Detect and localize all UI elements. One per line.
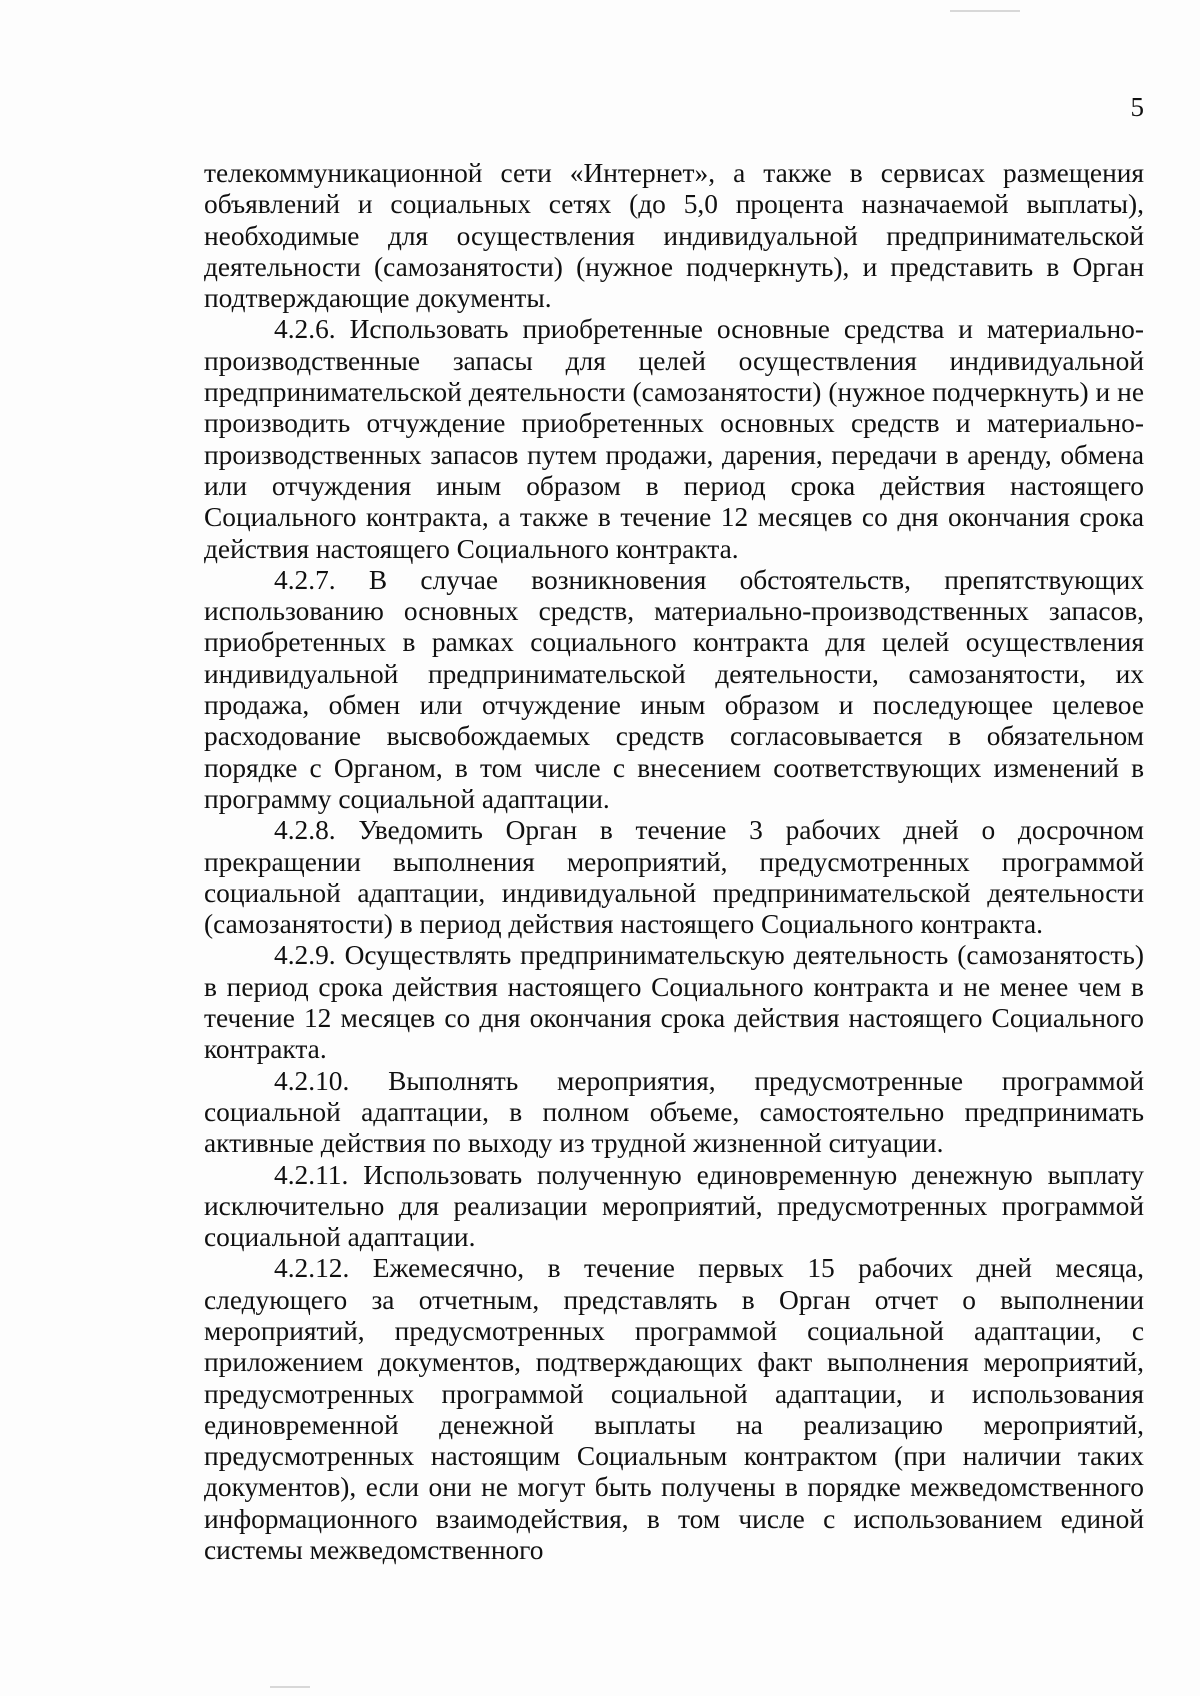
paragraph-4-2-6: 4.2.6. Использовать приобретенные основные средства и материально-производственные запасы для целей осуществления индивидуальной предпринимательской деятельности (самозанятости) (нужное подчеркнуть) и не производить отчуждение приобретенных основных средств и материально-производственных запасов путем продажи, дарения, передачи в аренду, обмена или отчуждения иным образом в период срока действия настоящего Социального контракта, а также в течение 12 месяцев со дня окончания срока действия настоящего Социального контракта. bbox=[204, 314, 1144, 564]
paragraph-4-2-12: 4.2.12. Ежемесячно, в течение первых 15 рабочих дней месяца, следующего за отчетным, представлять в Орган отчет о выполнении мероприятий, предусмотренных программой социальной адаптации, с приложением документов, подтверждающих факт выполнения мероприятий, предусмотренных программой социальной адаптации, и использования единовременной денежной выплаты на реализацию мероприятий, предусмотренных настоящим Социальным контрактом (при наличии таких документов), если они не могут быть получены в порядке межведомственного информационного взаимодействия, в том числе с использованием единой системы межведомственного bbox=[204, 1253, 1144, 1566]
page-number: 5 bbox=[1130, 92, 1144, 122]
paragraph-4-2-7: 4.2.7. В случае возникновения обстоятельств, препятствующих использованию основных средств, материально-производственных запасов, приобретенных в рамках социального контракта для целей осуществления индивидуальной предпринимательской деятельности, самозанятости, их продажа, обмен или отчуждение иным образом и последующее целевое расходование высвобождаемых средств согласовывается в обязательном порядке с Органом, в том числе с внесением соответствующих изменений в программу социальной адаптации. bbox=[204, 564, 1144, 814]
paragraph-continuation: телекоммуникационной сети «Интернет», а также в сервисах размещения объявлений и социальных сетях (до 5,0 процента назначаемой выплаты), необходимые для осуществления индивидуальной предпринимательской деятельности (самозанятости) (нужное подчеркнуть), и представить в Орган подтверждающие документы. bbox=[204, 158, 1144, 314]
document-body bbox=[204, 158, 1144, 1566]
paragraph-4-2-11: 4.2.11. Использовать полученную единовременную денежную выплату исключительно для реализации мероприятий, предусмотренных программой социальной адаптации. bbox=[204, 1159, 1144, 1253]
paragraph-4-2-10: 4.2.10. Выполнять мероприятия, предусмотренные программой социальной адаптации, в полном объеме, самостоятельно предпринимать активные действия по выходу из трудной жизненной ситуации. bbox=[204, 1065, 1144, 1159]
scan-artifact bbox=[950, 10, 1020, 12]
paragraph-4-2-8: 4.2.8. Уведомить Орган в течение 3 рабочих дней о досрочном прекращении выполнения мероприятий, предусмотренных программой социальной адаптации, индивидуальной предпринимательской деятельности (самозанятости) в период действия настоящего Социального контракта. bbox=[204, 815, 1144, 940]
paragraph-4-2-9: 4.2.9. Осуществлять предпринимательскую деятельность (самозанятость) в период срока действия настоящего Социального контракта и не менее чем в течение 12 месяцев со дня окончания срока действия настоящего Социального контракта. bbox=[204, 940, 1144, 1065]
scan-artifact bbox=[270, 1686, 310, 1688]
